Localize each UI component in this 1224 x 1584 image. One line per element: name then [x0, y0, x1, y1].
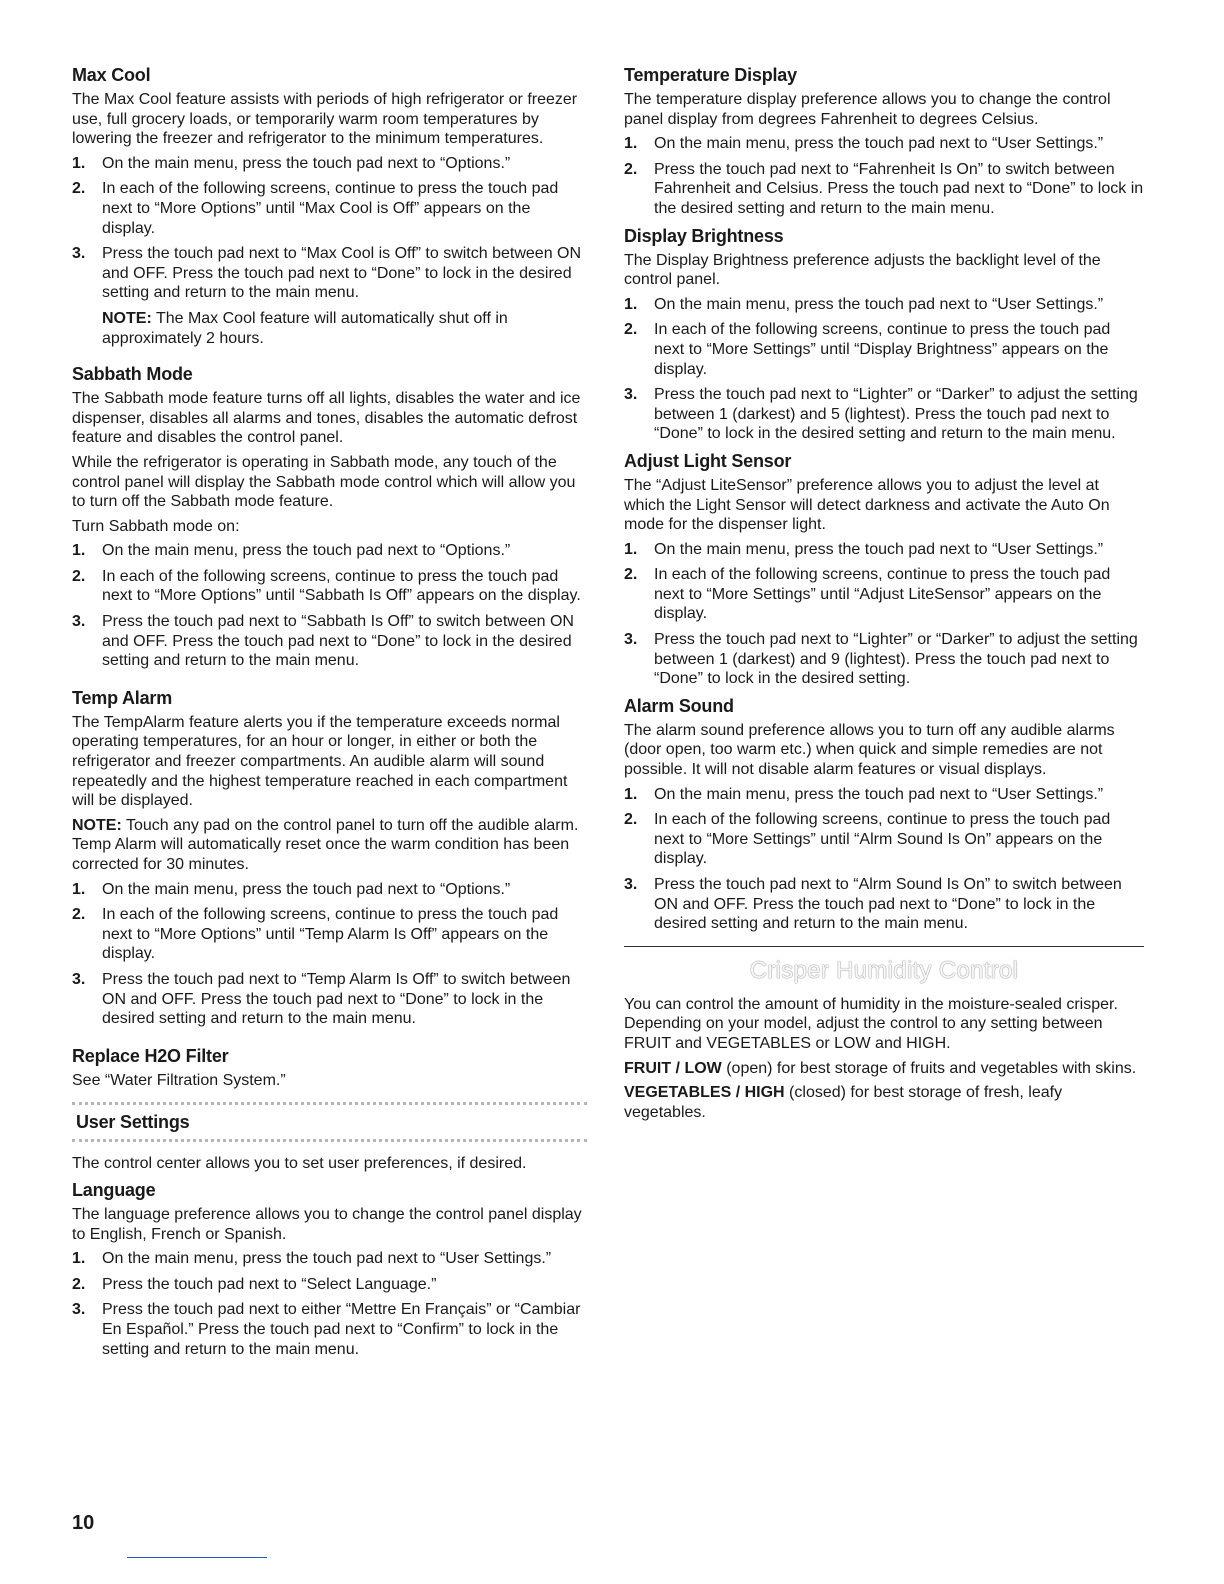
- step-number: 2.: [72, 906, 86, 924]
- temperature-display-steps: [624, 134, 1144, 218]
- list-item: 2. In each of the following screens, continue to press the touch pad next to “More Settings” until “Display Brightness” appears on the display.: [624, 321, 1111, 378]
- alarm-sound-heading: Alarm Sound: [624, 695, 734, 716]
- list-item: 1. On the main menu, press the touch pad next to “User Settings.”: [624, 295, 1104, 313]
- display-brightness-steps: [624, 295, 1144, 444]
- max-cool-intro: The Max Cool feature assists with periods of high refrigerator or freezer use, full grocery loads, or temporarily warm room temperatures by lowering the freezer and refrigerator to the minimum temperatures.: [72, 91, 578, 148]
- temperature-display-intro: The temperature display preference allows you to change the control panel display from degrees Fahrenheit to degrees Celsius.: [624, 91, 1111, 128]
- language-intro: The language preference allows you to change the control panel display to English, French or Spanish.: [72, 1205, 582, 1243]
- step-number: 1.: [72, 542, 86, 560]
- step-number: 3.: [72, 1301, 86, 1319]
- list-item: 2. In each of the following screens, continue to press the touch pad next to “More Settings” until “Alrm Sound Is On” appears on the display.: [624, 811, 1111, 868]
- list-item: 2. In each of the following screens, continue to press the touch pad next to “More Options” until “Temp Alarm Is Off” appears on the display.: [72, 906, 559, 963]
- alarm-sound-steps: [624, 785, 1144, 934]
- user-settings-heading: User Settings: [76, 1112, 190, 1133]
- language-steps: [72, 1249, 587, 1359]
- temp-alarm-heading: Temp Alarm: [72, 687, 173, 708]
- user-settings-banner: [72, 1102, 587, 1142]
- user-settings-intro: The control center allows you to set user preferences, if desired.: [72, 1155, 527, 1173]
- list-item: 1. On the main menu, press the touch pad next to “User Settings.”: [624, 540, 1104, 558]
- replace-filter-text: See “Water Filtration System.”: [72, 1071, 286, 1089]
- display-brightness-intro: The Display Brightness preference adjusts the backlight level of the control panel.: [624, 251, 1101, 289]
- list-item: 1. On the main menu, press the touch pad next to “User Settings.”: [624, 785, 1104, 803]
- list-item: 3. Press the touch pad next to either “Mettre En Français” or “Cambiar En Español.” Press the touch pad next to “Confirm” to lock in the setting and return to the main menu.: [72, 1301, 581, 1358]
- list-item: 2. Press the touch pad next to “Fahrenheit Is On” to switch between Fahrenheit and Celsius. Press the touch pad next to “Done” to lock in the desired setting and return to the main menu.: [624, 160, 1144, 217]
- list-item: 3. Press the touch pad next to “Alrm Sound Is On” to switch between ON and OFF. Press the touch pad next to “Done” to lock in the desired setting and return to the main menu.: [624, 876, 1122, 933]
- list-item: 3. Press the touch pad next to “Max Cool is Off” to switch between ON and OFF. Press the touch pad next to “Done” to lock in the desired setting and return to the main menu.: [72, 245, 582, 302]
- light-sensor-steps: [624, 540, 1144, 689]
- temp-alarm-section: [72, 687, 587, 1029]
- language-heading: Language: [72, 1179, 156, 1200]
- list-item: 2. In each of the following screens, continue to press the touch pad next to “More Options” until “Sabbath Is Off” appears on the display.: [72, 567, 581, 605]
- sabbath-paragraph-2: While the refrigerator is operating in Sabbath mode, any touch of the control panel will display the Sabbath mode control which will allow you to turn off the Sabbath mode feature.: [72, 453, 576, 511]
- list-item: 3. Press the touch pad next to “Sabbath Is Off” to switch between ON and OFF. Press the touch pad next to “Done” to lock in the desired setting and return to the main menu.: [72, 613, 574, 670]
- alarm-sound-section: [624, 695, 1144, 934]
- sabbath-mode-section: [72, 363, 587, 671]
- temp-alarm-note: NOTE: Touch any pad on the control panel to turn off the audible alarm. Temp Alarm will automatically reset once the warm condition has been corrected for 30 minutes.: [72, 816, 579, 873]
- max-cool-section: [72, 64, 587, 348]
- right-column: [624, 64, 1144, 1127]
- light-sensor-intro: The “Adjust LiteSensor” preference allows you to adjust the level at which the Light Sensor will detect darkness and activate the Auto On mode for the dispenser light.: [624, 476, 1110, 534]
- list-item: 2. Press the touch pad next to “Select Language.”: [72, 1275, 437, 1293]
- sabbath-paragraph-3: Turn Sabbath mode on:: [72, 517, 240, 535]
- list-item: 3. Press the touch pad next to “Lighter” or “Darker” to adjust the setting between 1 (darkest) and 5 (lightest). Press the touch pad next to “Done” to lock in the desired setting and return to the main menu.: [624, 386, 1138, 443]
- step-number: 1.: [624, 135, 638, 153]
- step-number: 1.: [624, 785, 638, 803]
- max-cool-heading: Max Cool: [72, 65, 151, 85]
- list-item: 2. In each of the following screens, continue to press the touch pad next to “More Settings” until “Adjust LiteSensor” appears on the display.: [624, 566, 1111, 623]
- crisper-section: [624, 957, 1144, 1123]
- list-item: 1. On the main menu, press the touch pad next to “Options.”: [72, 154, 511, 172]
- page-number: 10: [72, 1512, 95, 1534]
- list-item: 1. On the main menu, press the touch pad next to “Options.”: [72, 880, 511, 898]
- step-number: 1.: [72, 154, 86, 172]
- step-number: 2.: [72, 567, 86, 585]
- step-number: 3.: [624, 386, 638, 404]
- step-number: 2.: [624, 811, 638, 829]
- temp-alarm-intro: The TempAlarm feature alerts you if the temperature exceeds normal operating temperatures, for an hour or longer, in either or both the refrigerator and freezer compartments. An audible alarm will sound repeatedly and the highest temperature reached in each compartment will be displayed.: [72, 713, 568, 810]
- list-item: 3. Press the touch pad next to “Temp Alarm Is Off” to switch between ON and OFF. Press the touch pad next to “Done” to lock in the desired setting and return to the main menu.: [72, 970, 571, 1028]
- section-divider: [624, 946, 1144, 947]
- temp-alarm-steps: [72, 880, 587, 1029]
- sabbath-steps: [72, 541, 587, 671]
- display-brightness-heading: Display Brightness: [624, 225, 784, 246]
- list-item: 3. Press the touch pad next to “Lighter” or “Darker” to adjust the setting between 1 (darkest) and 9 (lightest). Press the touch pad next to “Done” to lock in the desired setting.: [624, 631, 1138, 688]
- light-sensor-section: [624, 450, 1144, 689]
- step-number: 1.: [624, 540, 638, 558]
- step-number: 2.: [72, 180, 86, 198]
- step-number: 2.: [72, 1275, 86, 1293]
- max-cool-steps: [72, 154, 587, 303]
- step-number: 3.: [624, 876, 638, 893]
- list-item: 1. On the main menu, press the touch pad next to “Options.”: [72, 542, 511, 560]
- step-number: 3.: [72, 970, 86, 988]
- footer-line: [127, 1557, 267, 1558]
- crisper-vegetable-setting: VEGETABLES / HIGH (closed) for best storage of fresh, leafy vegetables.: [624, 1084, 1063, 1121]
- temperature-display-heading: Temperature Display: [624, 65, 797, 85]
- light-sensor-heading: Adjust Light Sensor: [624, 450, 792, 471]
- replace-filter-section: [72, 1045, 587, 1091]
- replace-filter-heading: Replace H2O Filter: [72, 1045, 229, 1066]
- sabbath-mode-heading: Sabbath Mode: [72, 364, 193, 385]
- left-column: [72, 64, 587, 1365]
- list-item: 1. On the main menu, press the touch pad next to “User Settings.”: [624, 135, 1104, 153]
- list-item: 2. In each of the following screens, continue to press the touch pad next to “More Options” until “Max Cool is Off” appears on the display.: [72, 180, 559, 237]
- alarm-sound-intro: The alarm sound preference allows you to turn off any audible alarms (door open, too warm etc.) when quick and simple remedies are not possible. It will not disable alarm features or visual displays.: [624, 721, 1115, 779]
- step-number: 1.: [72, 880, 86, 898]
- step-number: 3.: [72, 613, 86, 631]
- step-number: 1.: [624, 295, 638, 313]
- step-number: 2.: [624, 566, 638, 584]
- step-number: 3.: [72, 245, 86, 263]
- crisper-intro: You can control the amount of humidity in the moisture-sealed crisper. Depending on your model, adjust the control to any setting between FRUIT and VEGETABLES or LOW and HIGH.: [624, 995, 1118, 1052]
- step-number: 3.: [624, 631, 638, 649]
- crisper-heading: Crisper Humidity Control: [749, 956, 1019, 984]
- sabbath-paragraph-1: The Sabbath mode feature turns off all lights, disables the water and ice dispenser, disables all alarms and tones, disables the automatic defrost feature and disables the control panel.: [72, 390, 581, 447]
- step-number: 2.: [624, 321, 638, 339]
- crisper-fruit-setting: FRUIT / LOW (open) for best storage of fruits and vegetables with skins.: [624, 1059, 1137, 1077]
- max-cool-note: NOTE: The Max Cool feature will automatically shut off in approximately 2 hours.: [102, 309, 508, 347]
- temperature-display-section: [624, 64, 1144, 219]
- display-brightness-section: [624, 225, 1144, 444]
- step-number: 2.: [624, 160, 638, 178]
- list-item: 1. On the main menu, press the touch pad next to “User Settings.”: [72, 1250, 552, 1268]
- step-number: 1.: [72, 1250, 86, 1268]
- language-section: [72, 1179, 587, 1359]
